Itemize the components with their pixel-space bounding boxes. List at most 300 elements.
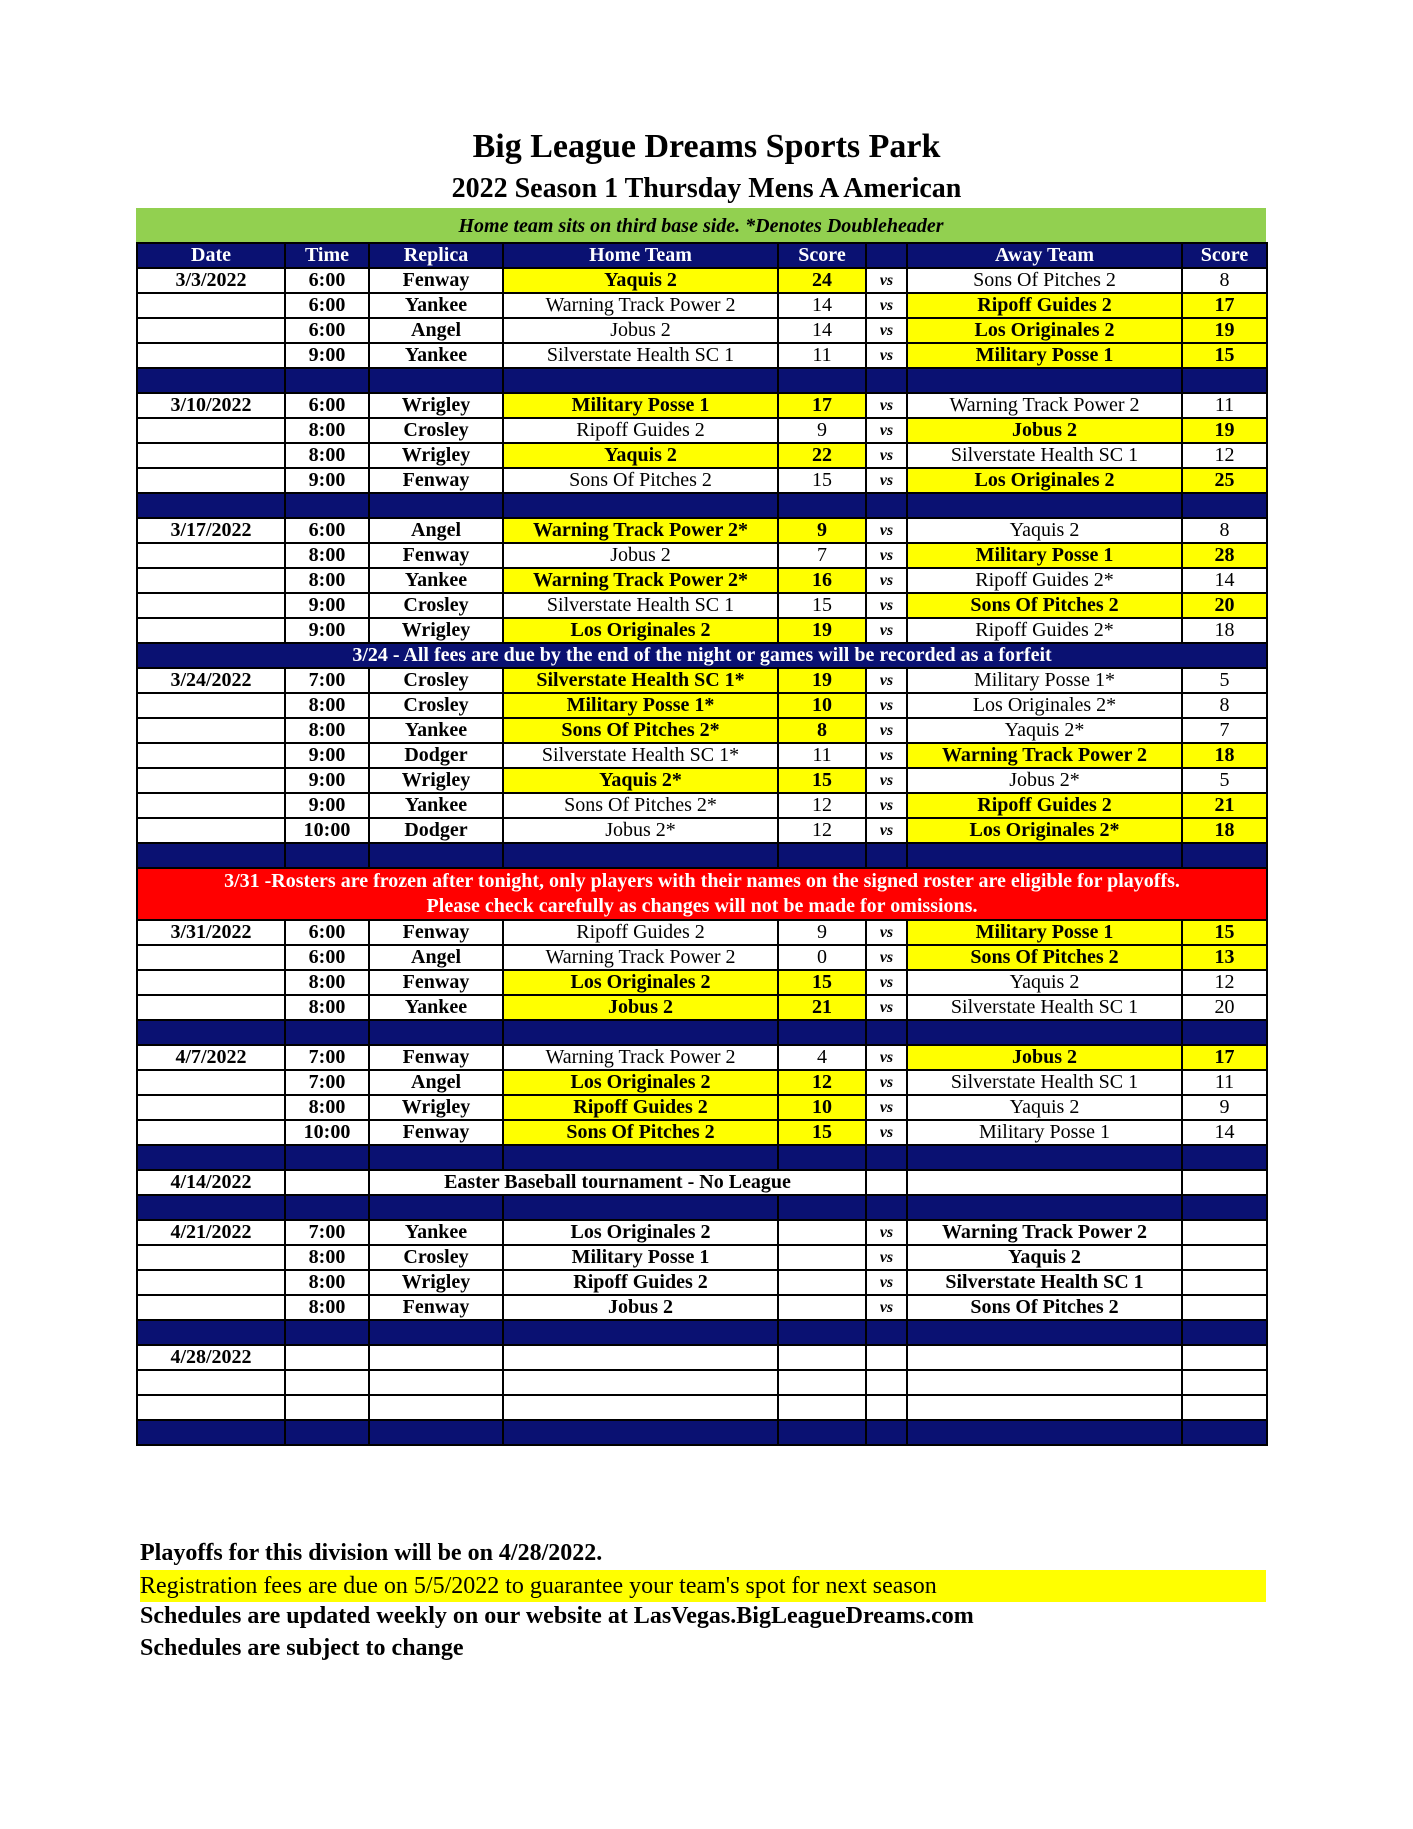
game-row <box>137 293 1267 318</box>
away-team-cell: Military Posse 1 <box>907 343 1182 368</box>
game-row <box>137 393 1267 418</box>
time-cell: 7:00 <box>285 1070 369 1095</box>
home-team-banner: Home team sits on third base side. *Denotes Doubleheader <box>136 208 1266 242</box>
separator-row <box>137 368 1267 393</box>
empty-cell <box>285 1345 369 1370</box>
game-row <box>137 995 1267 1020</box>
separator-row <box>137 843 1267 868</box>
home-score-cell: 16 <box>778 568 866 593</box>
home-team-cell: Warning Track Power 2* <box>503 568 778 593</box>
replica-cell: Crosley <box>369 668 503 693</box>
home-team-cell: Silverstate Health SC 1 <box>503 343 778 368</box>
rosters-notice-line: 3/31 -Rosters are frozen after tonight, only players with their names on the signed roster are eligible for playoffs. <box>224 870 1180 892</box>
note-cell: Easter Baseball tournament - No League <box>369 1170 866 1195</box>
vs-cell: vs <box>866 945 907 970</box>
away-score-cell: 17 <box>1182 1045 1267 1070</box>
empty-row <box>137 1370 1267 1395</box>
time-cell: 9:00 <box>285 593 369 618</box>
separator-cell <box>778 368 866 393</box>
game-row <box>137 568 1267 593</box>
time-cell: 8:00 <box>285 443 369 468</box>
replica-cell: Yankee <box>369 293 503 318</box>
separator-cell <box>503 1320 778 1345</box>
separator-cell <box>907 493 1182 518</box>
separator-row <box>137 1195 1267 1220</box>
home-team-cell: Silverstate Health SC 1 <box>503 593 778 618</box>
change-note: Schedules are subject to change <box>140 1635 464 1661</box>
separator-cell <box>907 843 1182 868</box>
home-score-cell: 9 <box>778 920 866 945</box>
time-cell: 9:00 <box>285 743 369 768</box>
away-team-cell: Silverstate Health SC 1 <box>907 1070 1182 1095</box>
vs-cell <box>866 1170 907 1195</box>
page-title: Big League Dreams Sports Park <box>472 128 941 165</box>
away-score-cell <box>1182 1220 1267 1245</box>
away-score-cell: 18 <box>1182 743 1267 768</box>
time-cell: 8:00 <box>285 1245 369 1270</box>
separator-cell <box>907 1020 1182 1045</box>
home-score-cell: 8 <box>778 718 866 743</box>
empty-cell <box>778 1395 866 1420</box>
replica-cell: Fenway <box>369 543 503 568</box>
time-cell: 9:00 <box>285 768 369 793</box>
date-cell <box>137 768 285 793</box>
away-team-cell: Yaquis 2* <box>907 718 1182 743</box>
home-score-cell: 10 <box>778 1095 866 1120</box>
away-score-cell: 8 <box>1182 268 1267 293</box>
replica-cell: Fenway <box>369 1120 503 1145</box>
empty-cell <box>369 1395 503 1420</box>
away-team-cell: Jobus 2 <box>907 1045 1182 1070</box>
time-cell: 6:00 <box>285 293 369 318</box>
fees-notice <box>137 643 1267 668</box>
replica-cell: Yankee <box>369 718 503 743</box>
replica-cell: Wrigley <box>369 1270 503 1295</box>
home-team-cell: Los Originales 2 <box>503 1070 778 1095</box>
vs-cell: vs <box>866 318 907 343</box>
home-team-cell: Jobus 2* <box>503 818 778 843</box>
empty-cell <box>285 1395 369 1420</box>
home-team-cell: Jobus 2 <box>503 1295 778 1320</box>
time-cell: 8:00 <box>285 568 369 593</box>
separator-cell <box>503 493 778 518</box>
game-row <box>137 443 1267 468</box>
col-away-team: Away Team <box>907 243 1182 268</box>
vs-cell: vs <box>866 970 907 995</box>
separator-cell <box>907 1320 1182 1345</box>
home-team-cell: Military Posse 1 <box>503 393 778 418</box>
replica-cell: Crosley <box>369 418 503 443</box>
away-score-cell: 20 <box>1182 593 1267 618</box>
away-team-cell: Sons Of Pitches 2 <box>907 593 1182 618</box>
home-score-cell: 24 <box>778 268 866 293</box>
game-row <box>137 970 1267 995</box>
separator-cell <box>778 843 866 868</box>
separator-row <box>137 1145 1267 1170</box>
date-cell: 4/14/2022 <box>137 1170 285 1195</box>
away-score-cell: 18 <box>1182 618 1267 643</box>
separator-cell <box>503 368 778 393</box>
separator-cell <box>285 1420 369 1445</box>
game-row <box>137 1270 1267 1295</box>
home-team-cell: Sons Of Pitches 2 <box>503 1120 778 1145</box>
separator-cell <box>369 1320 503 1345</box>
empty-cell <box>866 1395 907 1420</box>
away-score-cell: 21 <box>1182 793 1267 818</box>
separator-cell <box>369 1420 503 1445</box>
rosters-notice <box>137 868 1267 920</box>
away-team-cell: Warning Track Power 2 <box>907 743 1182 768</box>
game-row <box>137 818 1267 843</box>
away-team-cell: Los Originales 2 <box>907 468 1182 493</box>
away-score-cell <box>1182 1245 1267 1270</box>
empty-cell <box>503 1345 778 1370</box>
separator-cell <box>369 368 503 393</box>
home-team-cell: Jobus 2 <box>503 543 778 568</box>
away-team-cell: Jobus 2 <box>907 418 1182 443</box>
home-team-cell: Silverstate Health SC 1* <box>503 743 778 768</box>
away-score-cell: 12 <box>1182 443 1267 468</box>
date-cell <box>137 1095 285 1120</box>
empty-cell <box>1182 1395 1267 1420</box>
separator-cell <box>1182 1195 1267 1220</box>
date-cell: 3/3/2022 <box>137 268 285 293</box>
replica-cell: Fenway <box>369 468 503 493</box>
separator-cell <box>866 368 907 393</box>
date-cell <box>137 1120 285 1145</box>
time-cell: 6:00 <box>285 393 369 418</box>
away-score-cell: 12 <box>1182 970 1267 995</box>
separator-cell <box>503 843 778 868</box>
replica-cell: Crosley <box>369 1245 503 1270</box>
away-team-cell: Military Posse 1 <box>907 920 1182 945</box>
vs-cell: vs <box>866 393 907 418</box>
away-score-cell: 14 <box>1182 1120 1267 1145</box>
home-score-cell: 4 <box>778 1045 866 1070</box>
empty-cell <box>778 1370 866 1395</box>
away-score-cell: 19 <box>1182 318 1267 343</box>
separator-cell <box>866 493 907 518</box>
replica-cell: Wrigley <box>369 768 503 793</box>
vs-cell: vs <box>866 1070 907 1095</box>
separator-cell <box>285 843 369 868</box>
date-cell: 4/7/2022 <box>137 1045 285 1070</box>
away-team-cell: Los Originales 2* <box>907 818 1182 843</box>
game-row <box>137 468 1267 493</box>
separator-cell <box>1182 843 1267 868</box>
empty-row <box>137 1345 1267 1370</box>
empty-cell <box>907 1370 1182 1395</box>
empty-cell <box>1182 1345 1267 1370</box>
separator-row <box>137 1420 1267 1445</box>
away-score-cell: 25 <box>1182 468 1267 493</box>
separator-row <box>137 1020 1267 1045</box>
date-cell <box>137 443 285 468</box>
home-team-cell: Warning Track Power 2 <box>503 293 778 318</box>
vs-cell: vs <box>866 818 907 843</box>
replica-cell: Yankee <box>369 1220 503 1245</box>
away-score-cell: 15 <box>1182 920 1267 945</box>
vs-cell: vs <box>866 995 907 1020</box>
away-team-cell: Silverstate Health SC 1 <box>907 1270 1182 1295</box>
separator-cell <box>137 493 285 518</box>
empty-cell <box>778 1345 866 1370</box>
home-score-cell: 14 <box>778 318 866 343</box>
away-score-cell: 7 <box>1182 718 1267 743</box>
game-row <box>137 618 1267 643</box>
vs-cell: vs <box>866 1270 907 1295</box>
time-cell: 6:00 <box>285 945 369 970</box>
note-row <box>137 1170 1267 1195</box>
registration-note: Registration fees are due on 5/5/2022 to guarantee your team's spot for next season <box>140 1570 1266 1602</box>
away-score-cell: 17 <box>1182 293 1267 318</box>
vs-cell: vs <box>866 668 907 693</box>
home-team-cell: Sons Of Pitches 2 <box>503 468 778 493</box>
home-score-cell: 9 <box>778 418 866 443</box>
replica-cell: Dodger <box>369 818 503 843</box>
game-row <box>137 945 1267 970</box>
empty-cell <box>907 1395 1182 1420</box>
date-cell <box>137 970 285 995</box>
separator-cell <box>285 1145 369 1170</box>
fees-notice-row <box>137 643 1267 668</box>
date-cell <box>137 1070 285 1095</box>
away-score-cell: 11 <box>1182 1070 1267 1095</box>
separator-cell <box>503 1420 778 1445</box>
away-team-cell: Warning Track Power 2 <box>907 393 1182 418</box>
time-cell: 10:00 <box>285 1120 369 1145</box>
away-team-cell: Military Posse 1* <box>907 668 1182 693</box>
time-cell: 9:00 <box>285 343 369 368</box>
away-score-cell: 18 <box>1182 818 1267 843</box>
date-cell <box>137 1245 285 1270</box>
game-row <box>137 668 1267 693</box>
game-row <box>137 1045 1267 1070</box>
home-score-cell: 12 <box>778 793 866 818</box>
replica-cell: Fenway <box>369 1045 503 1070</box>
date-cell <box>137 743 285 768</box>
away-team-cell <box>907 1170 1182 1195</box>
time-cell: 8:00 <box>285 693 369 718</box>
away-team-cell: Ripoff Guides 2 <box>907 293 1182 318</box>
home-score-cell: 19 <box>778 668 866 693</box>
home-team-cell: Warning Track Power 2* <box>503 518 778 543</box>
vs-cell: vs <box>866 468 907 493</box>
replica-cell: Wrigley <box>369 1095 503 1120</box>
game-row <box>137 743 1267 768</box>
separator-row <box>137 1320 1267 1345</box>
separator-cell <box>369 1020 503 1045</box>
separator-cell <box>866 1195 907 1220</box>
date-cell <box>137 318 285 343</box>
date-cell <box>137 543 285 568</box>
empty-cell <box>369 1370 503 1395</box>
time-cell: 6:00 <box>285 920 369 945</box>
vs-cell: vs <box>866 568 907 593</box>
col-home-score: Score <box>778 243 866 268</box>
schedule-table <box>136 242 1268 1446</box>
date-cell: 3/31/2022 <box>137 920 285 945</box>
separator-cell <box>1182 1420 1267 1445</box>
vs-cell: vs <box>866 1245 907 1270</box>
vs-cell: vs <box>866 793 907 818</box>
away-score-cell: 8 <box>1182 518 1267 543</box>
away-score-cell: 5 <box>1182 768 1267 793</box>
date-cell <box>137 1395 285 1420</box>
replica-cell: Wrigley <box>369 443 503 468</box>
separator-cell <box>137 1420 285 1445</box>
replica-cell: Fenway <box>369 920 503 945</box>
away-team-cell: Sons Of Pitches 2 <box>907 1295 1182 1320</box>
date-cell <box>137 1370 285 1395</box>
vs-cell: vs <box>866 1295 907 1320</box>
game-row <box>137 343 1267 368</box>
away-team-cell: Ripoff Guides 2 <box>907 793 1182 818</box>
replica-cell: Yankee <box>369 995 503 1020</box>
time-cell: 6:00 <box>285 268 369 293</box>
away-team-cell: Silverstate Health SC 1 <box>907 995 1182 1020</box>
game-row <box>137 693 1267 718</box>
separator-cell <box>778 1420 866 1445</box>
away-score-cell <box>1182 1270 1267 1295</box>
date-cell: 4/28/2022 <box>137 1345 285 1370</box>
time-cell: 9:00 <box>285 468 369 493</box>
home-team-cell: Yaquis 2 <box>503 268 778 293</box>
away-team-cell: Yaquis 2 <box>907 1245 1182 1270</box>
game-row <box>137 318 1267 343</box>
home-team-cell: Los Originales 2 <box>503 618 778 643</box>
home-score-cell: 15 <box>778 970 866 995</box>
vs-cell: vs <box>866 293 907 318</box>
home-score-cell: 15 <box>778 468 866 493</box>
replica-cell: Yankee <box>369 568 503 593</box>
separator-cell <box>137 368 285 393</box>
date-cell <box>137 343 285 368</box>
away-score-cell: 13 <box>1182 945 1267 970</box>
away-team-cell: Military Posse 1 <box>907 1120 1182 1145</box>
date-cell <box>137 593 285 618</box>
home-team-cell: Military Posse 1* <box>503 693 778 718</box>
vs-cell: vs <box>866 1220 907 1245</box>
vs-cell: vs <box>866 920 907 945</box>
away-team-cell: Yaquis 2 <box>907 1095 1182 1120</box>
time-cell: 8:00 <box>285 418 369 443</box>
game-row <box>137 518 1267 543</box>
replica-cell: Fenway <box>369 268 503 293</box>
time-cell: 7:00 <box>285 1220 369 1245</box>
away-team-cell: Sons Of Pitches 2 <box>907 945 1182 970</box>
empty-cell <box>503 1395 778 1420</box>
home-score-cell: 11 <box>778 743 866 768</box>
vs-cell: vs <box>866 718 907 743</box>
empty-cell <box>866 1345 907 1370</box>
home-team-cell: Warning Track Power 2 <box>503 1045 778 1070</box>
away-score-cell: 8 <box>1182 693 1267 718</box>
home-score-cell: 14 <box>778 293 866 318</box>
replica-cell: Crosley <box>369 693 503 718</box>
time-cell: 6:00 <box>285 518 369 543</box>
empty-cell <box>503 1370 778 1395</box>
separator-cell <box>137 1320 285 1345</box>
replica-cell: Yankee <box>369 793 503 818</box>
away-score-cell: 5 <box>1182 668 1267 693</box>
home-score-cell: 9 <box>778 518 866 543</box>
replica-cell: Dodger <box>369 743 503 768</box>
separator-cell <box>1182 1020 1267 1045</box>
time-cell: 8:00 <box>285 995 369 1020</box>
home-team-cell: Ripoff Guides 2 <box>503 1095 778 1120</box>
home-score-cell: 22 <box>778 443 866 468</box>
home-score-cell: 19 <box>778 618 866 643</box>
time-cell: 8:00 <box>285 970 369 995</box>
separator-cell <box>1182 493 1267 518</box>
away-score-cell: 11 <box>1182 393 1267 418</box>
vs-cell: vs <box>866 768 907 793</box>
separator-cell <box>778 1020 866 1045</box>
time-cell: 9:00 <box>285 618 369 643</box>
col-vs <box>866 243 907 268</box>
time-cell: 8:00 <box>285 543 369 568</box>
separator-cell <box>369 843 503 868</box>
away-score-cell: 14 <box>1182 568 1267 593</box>
game-row <box>137 1295 1267 1320</box>
home-team-cell: Jobus 2 <box>503 318 778 343</box>
game-row <box>137 1070 1267 1095</box>
empty-cell <box>369 1345 503 1370</box>
home-score-cell: 10 <box>778 693 866 718</box>
away-score-cell: 20 <box>1182 995 1267 1020</box>
separator-cell <box>503 1145 778 1170</box>
vs-cell: vs <box>866 343 907 368</box>
replica-cell: Angel <box>369 1070 503 1095</box>
separator-cell <box>778 1145 866 1170</box>
game-row <box>137 543 1267 568</box>
away-team-cell: Military Posse 1 <box>907 543 1182 568</box>
home-team-cell: Ripoff Guides 2 <box>503 1270 778 1295</box>
col-away-score: Score <box>1182 243 1267 268</box>
game-row <box>137 768 1267 793</box>
home-score-cell: 11 <box>778 343 866 368</box>
home-team-cell: Los Originales 2 <box>503 970 778 995</box>
separator-cell <box>907 1145 1182 1170</box>
home-team-cell: Yaquis 2 <box>503 443 778 468</box>
empty-cell <box>285 1370 369 1395</box>
separator-cell <box>137 843 285 868</box>
date-cell <box>137 718 285 743</box>
vs-cell: vs <box>866 693 907 718</box>
home-score-cell: 21 <box>778 995 866 1020</box>
date-cell <box>137 945 285 970</box>
empty-cell <box>866 1370 907 1395</box>
game-row <box>137 920 1267 945</box>
date-cell: 4/21/2022 <box>137 1220 285 1245</box>
time-cell: 7:00 <box>285 1045 369 1070</box>
date-cell <box>137 793 285 818</box>
game-row <box>137 1245 1267 1270</box>
vs-cell: vs <box>866 518 907 543</box>
separator-cell <box>285 368 369 393</box>
separator-cell <box>137 1195 285 1220</box>
home-score-cell: 7 <box>778 543 866 568</box>
separator-cell <box>285 1320 369 1345</box>
separator-cell <box>866 1420 907 1445</box>
separator-cell <box>137 1020 285 1045</box>
away-score-cell: 15 <box>1182 343 1267 368</box>
time-cell: 9:00 <box>285 793 369 818</box>
separator-cell <box>369 493 503 518</box>
home-team-cell: Sons Of Pitches 2* <box>503 793 778 818</box>
game-row <box>137 593 1267 618</box>
